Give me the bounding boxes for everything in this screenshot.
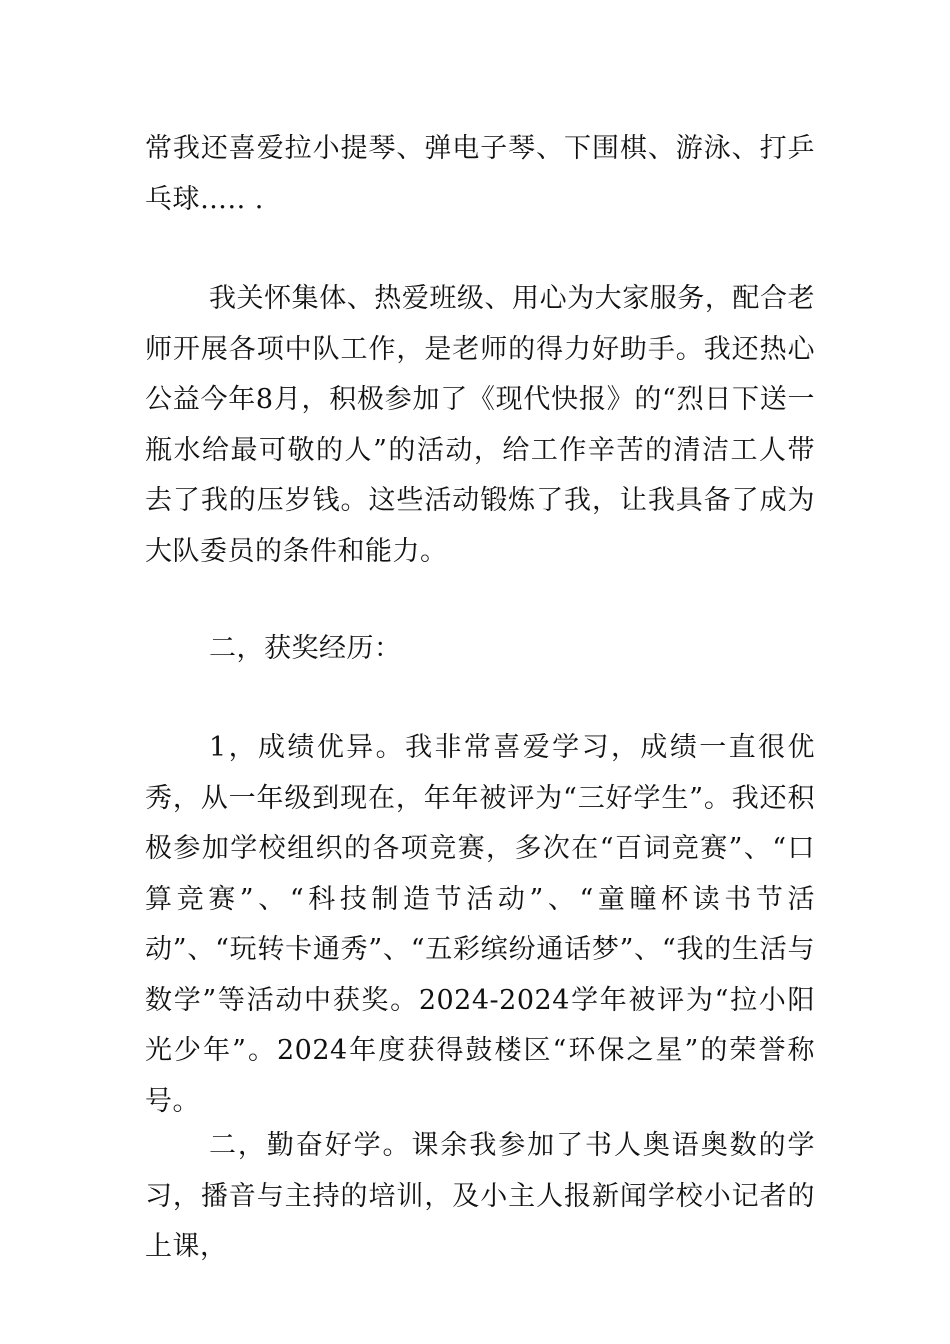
section-heading-awards: 二，获奖经历： [209,633,402,664]
paragraph-grades: 1，成绩优异。我非常喜爱学习，成绩一直很优秀，从一年级到现在，年年被评为“三好学生”。我还积极参加学校组织的各项竞赛，多次在“百词竞赛”、“口算竞赛”、“科技制造节活动”、“童瞳杯读书节活动”、“玩转卡通秀”、“五彩缤纷通话梦”、“我的生活与数学”等活动中获奖。2024-2024学年被评为“拉小阳光少年”。2024年度获得鼓楼区“环保之星”的荣誉称号。 [145,732,815,1117]
paragraph-hobbies: 常我还喜爱拉小提琴、弹电子琴、下围棋、游泳、打乒乓球….. . [145,133,815,215]
paragraph-service: 我关怀集体、热爱班级、用心为大家服务，配合老师开展各项中队工作，是老师的得力好助手。我还热心公益今年8月，积极参加了《现代快报》的“烈日下送一瓶水给最可敬的人”的活动，给工作辛苦的清洁工人带去了我的压岁钱。这些活动锻炼了我，让我具备了成为大队委员的条件和能力。 [145,283,815,567]
paragraph-study: 二，勤奋好学。课余我参加了书人奥语奥数的学习，播音与主持的培训，及小主人报新闻学校小记者的上课， [145,1130,815,1262]
